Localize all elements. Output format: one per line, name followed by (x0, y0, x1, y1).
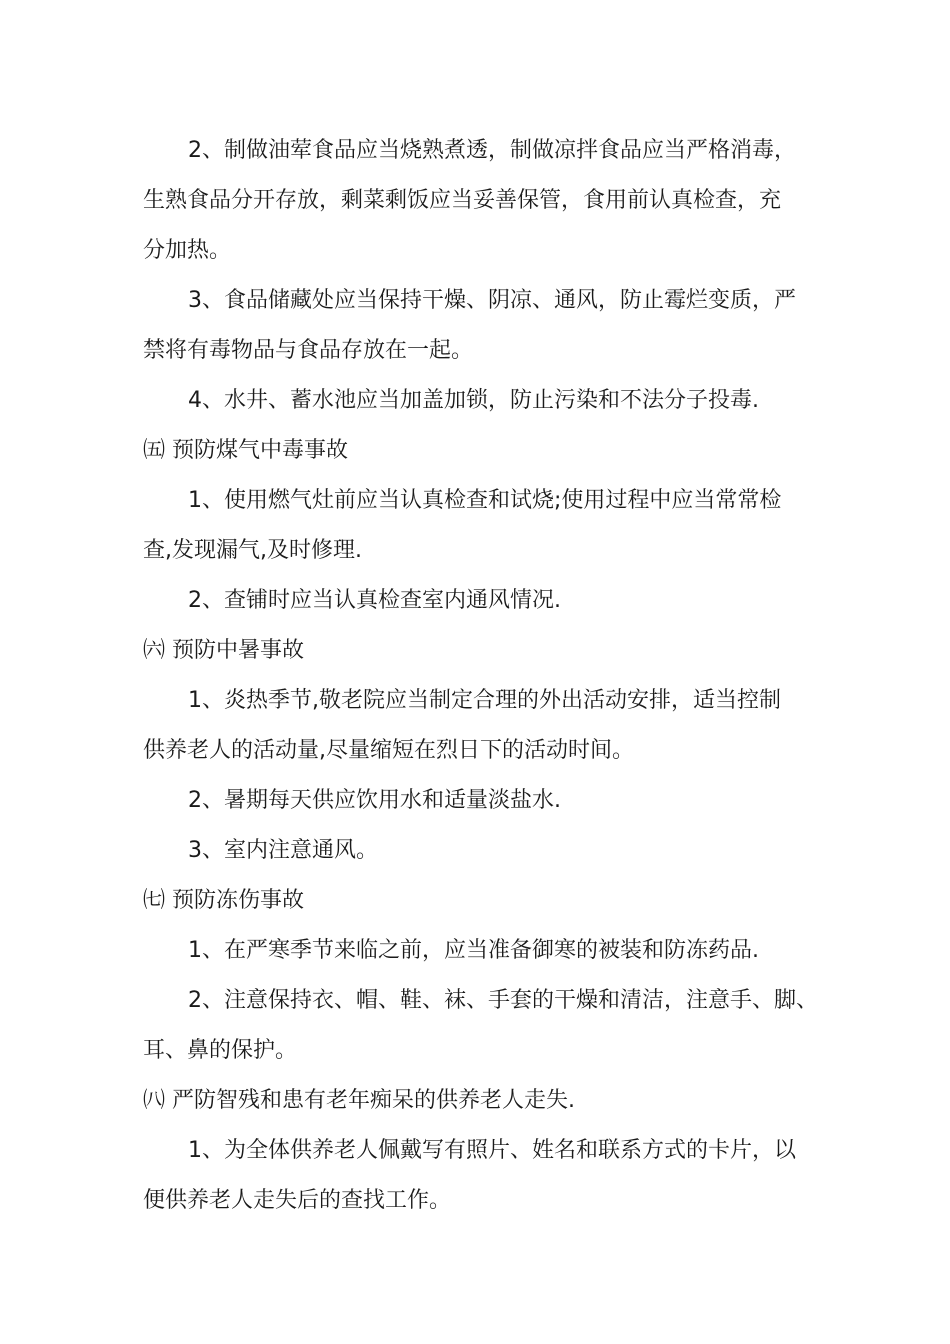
paragraph-line: 2、暑期每天供应饮用水和适量淡盐水. (188, 788, 561, 813)
paragraph-line: 1、使用燃气灶前应当认真检查和试烧;使用过程中应当常常检 (188, 488, 782, 513)
paragraph-line: 2、查铺时应当认真检查室内通风情况. (188, 588, 561, 613)
paragraph-line: 供养老人的活动量,尽量缩短在烈日下的活动时间。 (143, 738, 634, 763)
paragraph-line: 3、室内注意通风。 (188, 838, 378, 863)
section-heading: ㈥ 预防中暑事故 (143, 638, 304, 663)
document-body (143, 126, 833, 1226)
paragraph-line: 便供养老人走失后的查找工作。 (143, 1188, 452, 1213)
section-heading: ㈧ 严防智残和患有老年痴呆的供养老人走失. (143, 1088, 575, 1113)
paragraph-line: 禁将有毒物品与食品存放在一起。 (143, 338, 474, 363)
paragraph-line: 1、炎热季节,敬老院应当制定合理的外出活动安排，适当控制 (188, 688, 781, 713)
paragraph-line: 生熟食品分开存放，剩菜剩饭应当妥善保管，食用前认真检查，充 (143, 188, 782, 213)
paragraph-line: 耳、鼻的保护。 (143, 1038, 298, 1063)
paragraph-line: 1、为全体供养老人佩戴写有照片、姓名和联系方式的卡片，以 (188, 1138, 796, 1163)
paragraph-line: 查,发现漏气,及时修理. (143, 538, 362, 563)
paragraph-line: 1、在严寒季节来临之前，应当准备御寒的被装和防冻药品. (188, 938, 759, 963)
paragraph-line: 2、注意保持衣、帽、鞋、袜、手套的干燥和清洁，注意手、脚、 (188, 988, 818, 1013)
paragraph-line: 分加热。 (143, 238, 232, 263)
paragraph-line: 2、制做油荤食品应当烧熟煮透，制做凉拌食品应当严格消毒， (188, 138, 796, 163)
paragraph-line: 4、水井、蓄水池应当加盖加锁，防止污染和不法分子投毒. (188, 388, 759, 413)
paragraph-line: 3、食品储藏处应当保持干燥、阴凉、通风，防止霉烂变质，严 (188, 288, 796, 313)
section-heading: ㈤ 预防煤气中毒事故 (143, 438, 348, 463)
section-heading: ㈦ 预防冻伤事故 (143, 888, 304, 913)
